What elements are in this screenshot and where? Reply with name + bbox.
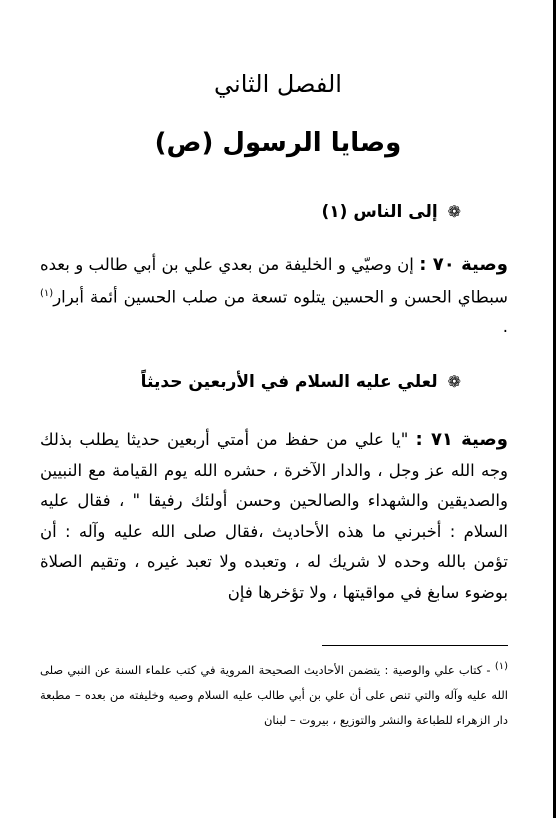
section-heading-label: إلى الناس (١) xyxy=(321,202,438,222)
chapter-title: الفصل الثاني xyxy=(214,70,342,98)
flower-bullet-icon: ❁ xyxy=(447,372,461,391)
will-71-paragraph xyxy=(40,425,508,608)
footnote-text: - كتاب علي والوصية : يتضمن الأحاديث الصحيحة المروية في كتب علماء السنة عن النبي صلى الله عليه وآله والتي تنص على أن علي بن أبي طالب عليه السلام وصيه وخليفته من بعده – مطبعة دار الزهراء للطباعة والنشر والتوزيع ، بيروت – لبنان xyxy=(40,662,508,727)
will-70-label: وصية ٧٠ : xyxy=(419,254,508,275)
will-71-label: وصية ٧١ : xyxy=(415,429,508,450)
will-71-text: "يا علي من حفظ من أمتي أربعين حديثا يطلب بذلك وجه الله عز وجل ، والدار الآخرة ، حشره الله يوم القيامة مع النبيين والصديقين والشهداء والصالحين وحسن أولئك رفيقا " ، فقال عليه السلام : أخبرني ما هذه الأحاديث ،فقال صلى الله عليه وآله : أن تؤمن بالله وحده لا شريك له ، وتعبده ولا تعبد غيره ، وتقيم الصلاة بوضوء سابغ في مواقيتها ، ولا تؤخرها فإن xyxy=(40,430,508,602)
footnote-marker: (١) xyxy=(494,661,508,672)
flower-bullet-icon: ❁ xyxy=(447,202,461,221)
will-70-end: . xyxy=(502,316,508,336)
footnote-divider xyxy=(322,645,508,646)
section-heading-ali xyxy=(141,372,461,392)
section-heading-people xyxy=(321,202,461,222)
footnote-ref-1: (١) xyxy=(40,288,54,299)
section-heading-label: لعلي عليه السلام في الأربعين حديثاً xyxy=(140,372,438,392)
footnote xyxy=(40,654,508,733)
page-heading: وصايا الرسول (ص) xyxy=(154,128,402,158)
will-70-paragraph xyxy=(40,250,508,341)
will-70-text: إن وصيّي و الخليفة من بعدي علي بن أبي طالب و بعده سبطاي الحسن و الحسين يتلوه تسعة من صلب الحسين أئمة أبرار xyxy=(40,255,508,307)
